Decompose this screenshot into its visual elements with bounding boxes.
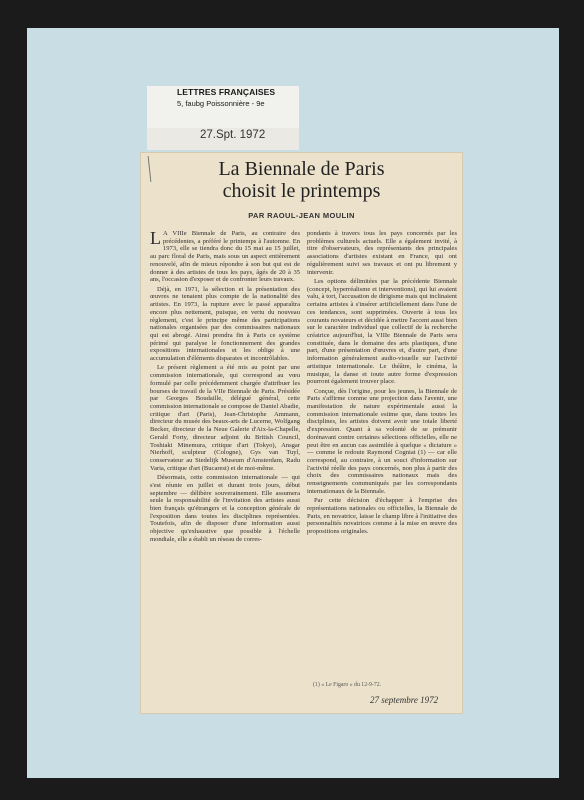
stamp-address: 5, faubg Poissonnière - 9e — [177, 99, 265, 108]
article-paragraph: Les options délimitées par la précédente Biennale (concept, hyperréalisme et interventions), qui lui avaient valu, à tort, l'accusation de dirigisme mais qui inclinaient certains artistes à s'insérer artificiellement dans l'une de ces tendances, sont supprimées. Ouverte à tous les courants novateurs et décidée à mettre l'accent aussi bien sur le caractère individuel que collectif de la recherche créatrice aujourd'hui, la VIIIe Biennale de Paris sera constituée, dans le domaine des arts plastiques, d'une part, d'une présentation d'œuvres et, d'autre part, d'une information généralement audio-visuelle sur l'activité artistique internationale. Le théâtre, le cinéma, la musique, la danse et toute autre forme d'expression pourront également trouver place. — [307, 277, 457, 386]
article-column-left — [150, 230, 300, 700]
article-byline: PAR RAOUL-JEAN MOULIN — [248, 211, 355, 220]
publication-stamp — [147, 86, 299, 130]
date-stamp-strip — [147, 128, 299, 150]
article-title-line-2: choisit le printemps — [222, 180, 381, 202]
date-stamp: 27.Spt. 1972 — [200, 129, 266, 141]
article-paragraph: Désormais, cette commission internationale — qui s'est réunie en juillet et durant trois jours, début septembre — délibère souverainement. Elle assumera seule la responsabilité de l'invitation des artistes aussi bien français qu'étrangers et la conception générale de l'exposition dans toutes les disciplines représentées. Toutefois, afin de disposer d'une information aussi objective qu'exhaustive que possible à l'échelle mondiale, elle a établi un réseau de corres- — [150, 474, 300, 543]
stamp-publication-name: LETTRES FRANÇAISES — [177, 87, 276, 97]
article-paragraph: pondants à travers tous les pays concernés par les problèmes culturels actuels. Elle a également invité, à titre d'observateurs, des représentants des principales associations d'artistes existant en France, qui ont régulièrement suivi ses travaux et ont pu librement y intervenir. — [307, 230, 457, 276]
newspaper-clipping — [140, 152, 463, 714]
article-paragraph: Conçue, dès l'origine, pour les jeunes, la Biennale de Paris s'affirme comme une projection dans l'avenir, une manifestation de nature expérimentale aussi la commission internationale estime que, dans toutes les disciplines, les artistes doivent avoir une totale liberté d'expression. Quant à sa volonté de se prémunir dorénavant contre certaines sélections officielles, elle ne peut être en aucun cas assimilée à quelque « dictature » — comme le redoute Raymond Cogniat (1) — car elle correspond, au contraire, à un souci d'information sur l'activité réelle des pays concernés, non plus à partir des choix des commissaires nationaux mais des renseignements communiqués par les correspondants internationaux de la Biennale. — [307, 387, 457, 495]
article-footnote: (1) « Le Figaro » du 12-9-72. — [313, 682, 382, 688]
article-handwritten-date: 27 septembre 1972 — [370, 695, 439, 705]
drop-cap: L — [150, 230, 161, 248]
article-title-line-1: La Biennale de Paris — [218, 158, 385, 180]
article-column-right — [307, 230, 457, 682]
article-paragraph: Le présent règlement a été mis au point par une commission internationale, qui correspond au vœu formulé par celle précédemment chargée d'attribuer les bourses de travail de la VIIe Biennale de Paris. Présidée par Georges Boudaille, délégué général, cette commission internationale se compose de Daniel Abadie, critique d'art (Paris), Jean-Christophe Ammann, directeur du musée des beaux-arts de Lucerne, Wolfgang Becker, directeur de la Neue Galerie d'Aix-la-Chapelle, Gerald Forty, directeur adjoint du British Council, Toshiaki Minemura, critique d'art (Tokyo), Ansgar Nierhoff, sculpteur (Cologne), Gys van Tuyl, conservateur au Stedelijk Museum d'Amsterdam, Radu Varia, critique d'art (Bucarest) et de moi-même. — [150, 364, 300, 472]
article-paragraph: L A VIIIe Biennale de Paris, au contraire des précédentes, a préféré le printemps à l'automne. En 1973, elle se tiendra donc du 15 mai au 15 juillet, au parc floral de Paris, mais sous un aspect entièrement renouvelé, afin de mieux répondre à son but qui est de donner à des artistes de tous les pays, âgés de 20 à 35 ans, l'occasion d'exposer et de confronter leurs travaux. — [150, 230, 300, 284]
article-paragraph: Par cette décision d'échapper à l'emprise des représentations nationales ou officielles, la Biennale de Paris, en novatrice, laisse le champ libre à l'initiative des personnalités novatrices comme à la mise en œuvre des propositions originales. — [307, 497, 457, 536]
article-paragraph: Déjà, en 1971, la sélection et la présentation des œuvres ne tenaient plus compte de la nationalité des artistes. En 1973, la rupture avec le passé apparaîtra encore plus nettement, puisque, en vertu du nouveau règlement, c'est le principe même des participations nationales organisées par des commissaires nationaux qui est abrogé. Ainsi prendra fin à Paris ce système périmé qui paralyse le fonctionnement des grandes expositions internationales et les oblige à une accumulation d'éléments disparates et incontrôlables. — [150, 285, 300, 363]
